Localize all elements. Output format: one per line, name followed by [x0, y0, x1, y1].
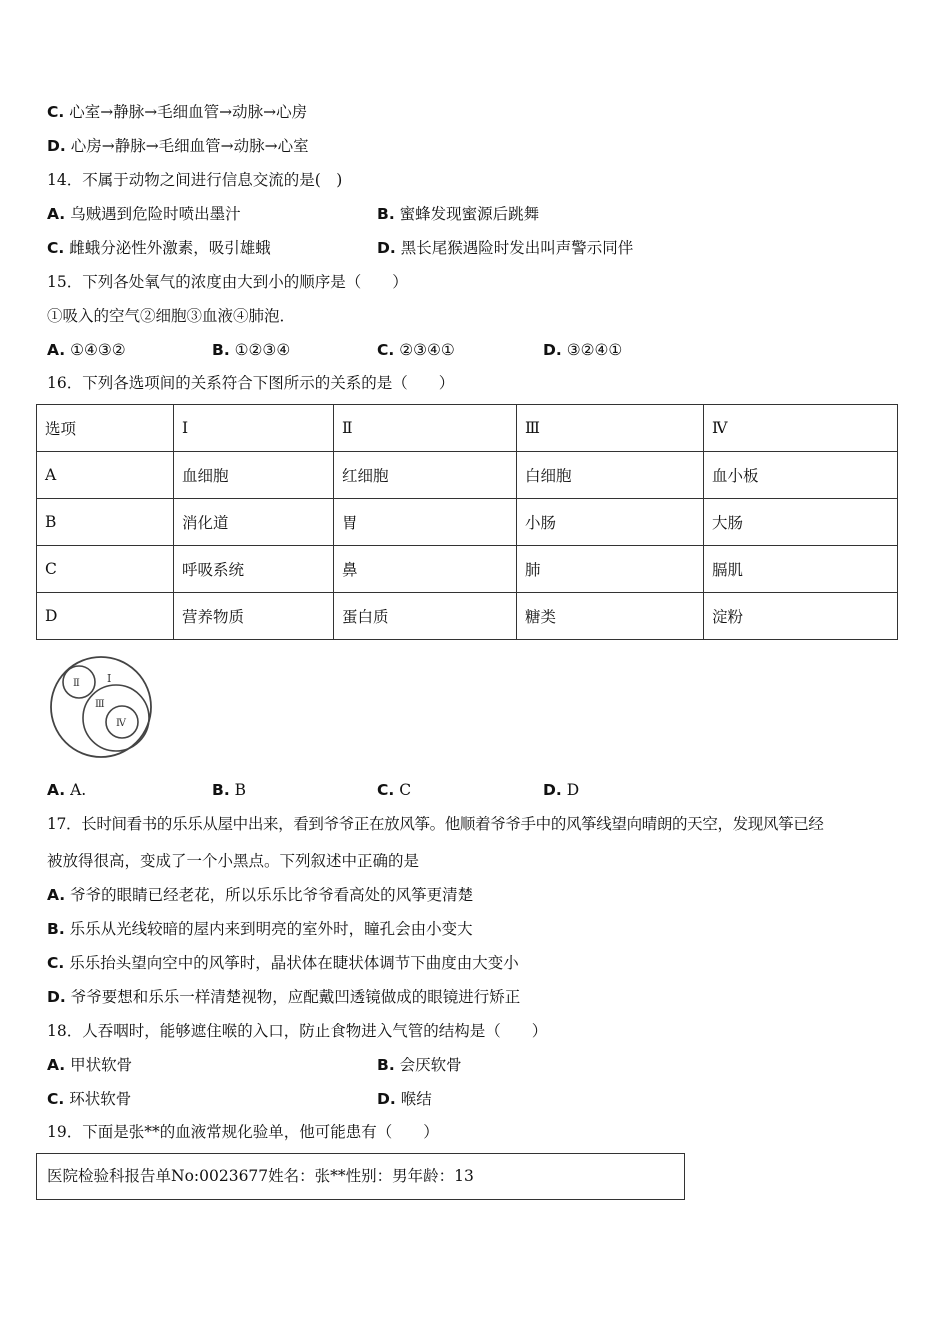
table-cell: 消化道	[174, 499, 334, 546]
table-cell: B	[37, 499, 174, 546]
label-mid: Ⅲ	[95, 699, 105, 710]
q16-option-a: A. A.	[47, 781, 87, 799]
table-cell: 白细胞	[517, 452, 704, 499]
label-left: Ⅱ	[73, 678, 80, 689]
q16-option-d: D. D	[543, 781, 580, 799]
table-cell: Ⅲ	[517, 405, 704, 452]
table-cell: Ⅳ	[704, 405, 898, 452]
q16-option-b: B. B	[212, 781, 247, 799]
label-outer: Ⅰ	[107, 672, 112, 685]
table-cell: D	[37, 593, 174, 640]
table-cell: 血小板	[704, 452, 898, 499]
q14-option-a: A. 乌贼遇到危险时喷出墨汁	[47, 205, 241, 223]
table-cell: 蛋白质	[334, 593, 517, 640]
venn-diagram	[46, 655, 158, 759]
table-cell: 淀粉	[704, 593, 898, 640]
table-cell: C	[37, 546, 174, 593]
table-cell: 小肠	[517, 499, 704, 546]
q16-stem: 16．下列各选项间的关系符合下图所示的关系的是（ ）	[47, 374, 455, 392]
q14-option-b: B. 蜜蜂发现蜜源后跳舞	[377, 205, 540, 223]
table-cell: 肺	[517, 546, 704, 593]
q18-option-c: C. 环状软骨	[47, 1090, 132, 1108]
q17-option-d: D. 爷爷要想和乐乐一样清楚视物，应配戴凹透镜做成的眼镜进行矫正	[47, 988, 521, 1006]
label-inner: Ⅳ	[116, 718, 126, 729]
q13-option-d: D. 心房→静脉→毛细血管→动脉→心室	[47, 137, 309, 155]
q14-option-d: D. 黑长尾猴遇险时发出叫声警示同伴	[377, 239, 634, 257]
q18-stem: 18．人吞咽时，能够遮住喉的入口，防止食物进入气管的结构是（ ）	[47, 1022, 548, 1040]
table-row	[37, 499, 898, 546]
table-cell: A	[37, 452, 174, 499]
table-cell: 鼻	[334, 546, 517, 593]
q15-list: ①吸入的空气②细胞③血液④肺泡．	[47, 307, 296, 325]
q16-option-c: C. C	[377, 781, 412, 799]
table-row	[37, 593, 898, 640]
table-cell: Ⅱ	[334, 405, 517, 452]
q18-option-b: B. 会厌软骨	[377, 1056, 462, 1074]
table-cell: 呼吸系统	[174, 546, 334, 593]
q17-option-a: A. 爷爷的眼睛已经老花，所以乐乐比爷爷看高处的风筝更清楚	[47, 886, 474, 904]
table-cell: 胃	[334, 499, 517, 546]
table-cell: 糖类	[517, 593, 704, 640]
q14-stem: 14．不属于动物之间进行信息交流的是( )	[47, 171, 343, 189]
q17-option-c: C. 乐乐抬头望向空中的风筝时，晶状体在睫状体调节下曲度由大变小	[47, 954, 519, 972]
lab-report-box	[36, 1153, 685, 1200]
q18-option-d: D. 喉结	[377, 1090, 432, 1108]
table-cell: Ⅰ	[174, 405, 334, 452]
q19-stem: 19．下面是张**的血液常规化验单，他可能患有（ ）	[47, 1123, 439, 1141]
table-cell: 血细胞	[174, 452, 334, 499]
q16-table	[36, 404, 898, 640]
table-row	[37, 546, 898, 593]
q15-stem: 15．下列各处氧气的浓度由大到小的顺序是（ ）	[47, 273, 408, 291]
q14-option-c: C. 雌蛾分泌性外激素，吸引雄蛾	[47, 239, 271, 257]
table-header-row	[37, 405, 898, 452]
q17-option-b: B. 乐乐从光线较暗的屋内来到明亮的室外时，瞳孔会由小变大	[47, 920, 473, 938]
q13-option-c: C. 心室→静脉→毛细血管→动脉→心房	[47, 103, 308, 121]
q15-option-d: D. ③②④①	[543, 341, 623, 359]
q17-stem-line2: 被放得很高，变成了一个小黑点。下列叙述中正确的是	[47, 852, 420, 870]
q15-option-a: A. ①④③②	[47, 341, 126, 359]
table-cell: 选项	[37, 405, 174, 452]
q15-option-b: B. ①②③④	[212, 341, 291, 359]
table-row	[37, 452, 898, 499]
lab-report-header: 医院检验科报告单No:0023677姓名：张**性别：男年龄：13	[47, 1167, 474, 1185]
q18-option-a: A. 甲状软骨	[47, 1056, 133, 1074]
q15-option-c: C. ②③④①	[377, 341, 455, 359]
table-cell: 膈肌	[704, 546, 898, 593]
table-cell: 红细胞	[334, 452, 517, 499]
q17-stem-line1: 17．长时间看书的乐乐从屋中出来，看到爷爷正在放风筝。他顺着爷爷手中的风筝线望向晴朗的天空，发现风筝已经	[47, 815, 824, 833]
table-cell: 营养物质	[174, 593, 334, 640]
table-cell: 大肠	[704, 499, 898, 546]
